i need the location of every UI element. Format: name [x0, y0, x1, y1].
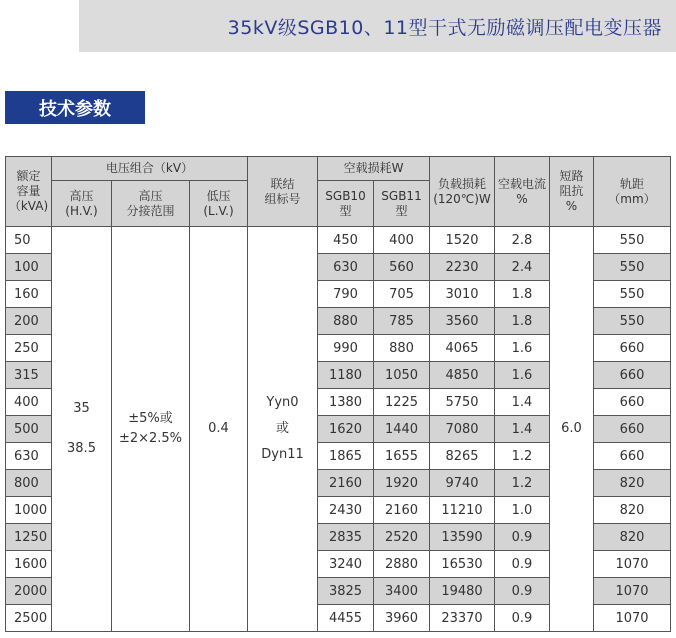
cell-noload-current: 1.2	[495, 443, 550, 470]
header-capacity: 额定 容量 （kVA)	[6, 157, 52, 227]
cell-sgb10: 790	[318, 281, 374, 308]
cell-sgb10: 3240	[318, 551, 374, 578]
cell-gauge: 660	[594, 416, 671, 443]
cell-load-loss: 5750	[430, 389, 495, 416]
header-voltage-group: 电压组合（kV）	[52, 157, 248, 181]
cell-load-loss: 7080	[430, 416, 495, 443]
cell-load-loss: 8265	[430, 443, 495, 470]
cell-capacity: 800	[6, 470, 52, 497]
cell-gauge: 1070	[594, 578, 671, 605]
cell-capacity: 1250	[6, 524, 52, 551]
cell-capacity: 50	[6, 227, 52, 254]
header-noload-loss: 空载损耗W	[318, 157, 430, 181]
cell-gauge: 660	[594, 443, 671, 470]
title-bar	[79, 0, 676, 52]
cell-gauge: 550	[594, 308, 671, 335]
header-gauge: 轨距 （mm）	[594, 157, 671, 227]
cell-load-loss: 3560	[430, 308, 495, 335]
cell-noload-current: 1.2	[495, 470, 550, 497]
cell-sgb11: 2880	[374, 551, 430, 578]
header-vector-group: 联结 组标号	[248, 157, 318, 227]
cell-sgb11: 1655	[374, 443, 430, 470]
vector-group-line-2: 或	[275, 421, 289, 436]
cell-capacity: 1000	[6, 497, 52, 524]
cell-sgb11: 560	[374, 254, 430, 281]
cell-load-loss: 19480	[430, 578, 495, 605]
header-hv-tap: 高压 分接范围	[112, 181, 190, 227]
cell-sgb11: 705	[374, 281, 430, 308]
cell-sgb10: 630	[318, 254, 374, 281]
header-load-loss: 负载损耗 (120℃)W	[430, 157, 495, 227]
header-noload-current: 空载电流 %	[495, 157, 550, 227]
cell-capacity: 2500	[6, 605, 52, 632]
cell-gauge: 1070	[594, 605, 671, 632]
cell-capacity: 100	[6, 254, 52, 281]
cell-sgb10: 3825	[318, 578, 374, 605]
cell-sgb10: 1180	[318, 362, 374, 389]
cell-capacity: 400	[6, 389, 52, 416]
cell-capacity: 200	[6, 308, 52, 335]
cell-load-loss: 16530	[430, 551, 495, 578]
cell-gauge: 1070	[594, 551, 671, 578]
cell-sgb11: 1225	[374, 389, 430, 416]
page-title: 35kV级SGB10、11型干式无励磁调压配电变压器	[227, 17, 662, 39]
header-hv: 高压 (H.V.)	[52, 181, 112, 227]
cell-sgb10: 1380	[318, 389, 374, 416]
cell-sgb10: 880	[318, 308, 374, 335]
cell-noload-current: 1.8	[495, 281, 550, 308]
cell-sgb10: 1865	[318, 443, 374, 470]
cell-gauge: 660	[594, 362, 671, 389]
cell-noload-current: 1.6	[495, 362, 550, 389]
cell-sgb10: 1620	[318, 416, 374, 443]
cell-noload-current: 1.4	[495, 389, 550, 416]
section-heading	[5, 91, 145, 124]
cell-sgb10: 2835	[318, 524, 374, 551]
cell-gauge: 660	[594, 389, 671, 416]
cell-vector-group	[248, 227, 318, 632]
cell-capacity: 630	[6, 443, 52, 470]
table-header	[6, 157, 671, 227]
cell-capacity: 315	[6, 362, 52, 389]
cell-hv-tap	[112, 227, 190, 632]
cell-sgb10: 2160	[318, 470, 374, 497]
cell-load-loss: 4850	[430, 362, 495, 389]
cell-sgb11: 2160	[374, 497, 430, 524]
cell-capacity: 1600	[6, 551, 52, 578]
cell-load-loss: 3010	[430, 281, 495, 308]
header-sgb11: SGB11 型	[374, 181, 430, 227]
cell-gauge: 660	[594, 335, 671, 362]
cell-gauge: 550	[594, 281, 671, 308]
cell-gauge: 550	[594, 227, 671, 254]
hv-tap-line-2: ±2×2.5%	[118, 431, 183, 446]
section-heading-label: 技术参数	[39, 99, 111, 120]
spec-table	[5, 156, 671, 632]
cell-capacity: 160	[6, 281, 52, 308]
cell-noload-current: 1.0	[495, 497, 550, 524]
table-row	[6, 227, 671, 254]
cell-sgb11: 3400	[374, 578, 430, 605]
cell-capacity: 2000	[6, 578, 52, 605]
cell-noload-current: 0.9	[495, 551, 550, 578]
cell-load-loss: 13590	[430, 524, 495, 551]
cell-noload-current: 2.4	[495, 254, 550, 281]
cell-capacity: 250	[6, 335, 52, 362]
cell-gauge: 820	[594, 524, 671, 551]
vector-group-line-3: Dyn11	[261, 447, 304, 462]
cell-load-loss: 2230	[430, 254, 495, 281]
cell-noload-current: 0.9	[495, 524, 550, 551]
cell-sgb10: 990	[318, 335, 374, 362]
cell-sgb11: 1440	[374, 416, 430, 443]
header-impedance: 短路 阻抗 %	[550, 157, 594, 227]
cell-sgb11: 2520	[374, 524, 430, 551]
cell-sgb11: 880	[374, 335, 430, 362]
cell-sgb10: 450	[318, 227, 374, 254]
vector-group-line-1: Yyn0	[266, 395, 299, 410]
cell-noload-current: 0.9	[495, 605, 550, 632]
table-body	[6, 227, 671, 632]
header-sgb10: SGB10 型	[318, 181, 374, 227]
hv-value-1: 35	[73, 401, 90, 416]
cell-load-loss: 1520	[430, 227, 495, 254]
cell-impedance: 6.0	[550, 227, 594, 632]
cell-load-loss: 4065	[430, 335, 495, 362]
header-lv: 低压 (L.V.)	[190, 181, 248, 227]
cell-sgb11: 1050	[374, 362, 430, 389]
cell-load-loss: 23370	[430, 605, 495, 632]
cell-sgb11: 400	[374, 227, 430, 254]
cell-sgb10: 4455	[318, 605, 374, 632]
cell-sgb11: 785	[374, 308, 430, 335]
cell-noload-current: 1.8	[495, 308, 550, 335]
cell-sgb11: 3960	[374, 605, 430, 632]
cell-load-loss: 11210	[430, 497, 495, 524]
hv-tap-line-1: ±5%或	[128, 411, 173, 426]
cell-gauge: 820	[594, 470, 671, 497]
cell-noload-current: 0.9	[495, 578, 550, 605]
cell-lv: 0.4	[190, 227, 248, 632]
cell-sgb10: 2430	[318, 497, 374, 524]
cell-hv	[52, 227, 112, 632]
cell-sgb11: 1920	[374, 470, 430, 497]
cell-gauge: 820	[594, 497, 671, 524]
cell-gauge: 550	[594, 254, 671, 281]
cell-load-loss: 9740	[430, 470, 495, 497]
cell-noload-current: 1.4	[495, 416, 550, 443]
hv-value-2: 38.5	[67, 441, 96, 456]
cell-capacity: 500	[6, 416, 52, 443]
cell-noload-current: 1.6	[495, 335, 550, 362]
cell-noload-current: 2.8	[495, 227, 550, 254]
